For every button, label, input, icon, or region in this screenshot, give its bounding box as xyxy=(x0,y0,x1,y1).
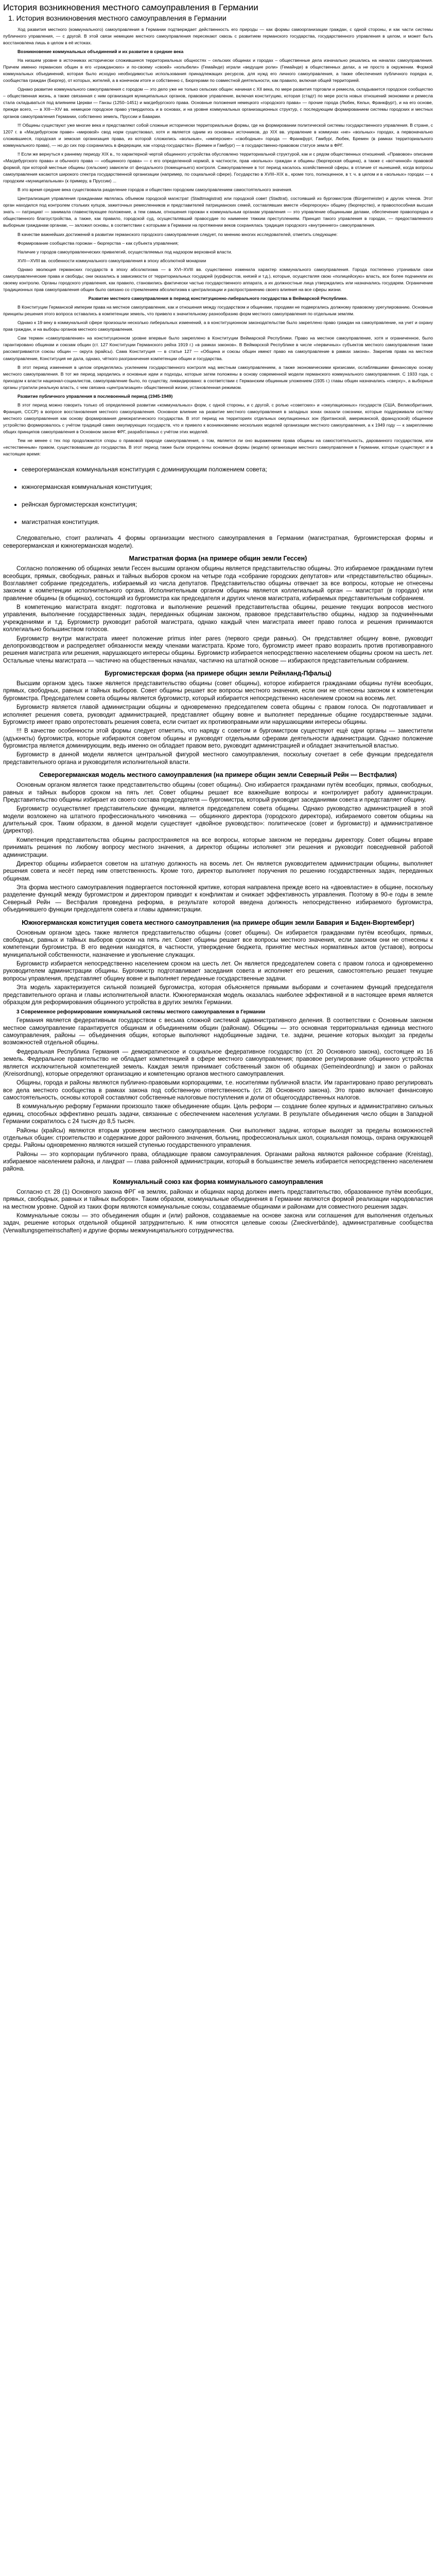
paragraph: XVII—XVIII вв. особенности коммунального самоуправления в эпоху абсолютной монархии xyxy=(18,258,206,263)
paragraph: В качестве важнейших достижений в развитии германского городского самоуправления следует, по мнению многих исследователей, отметить следующее: xyxy=(18,231,338,237)
list-item: • магистратная конституция. xyxy=(22,517,289,527)
paragraph: Однако к 19 веку в коммунальной сфере произошли несколько либеральных изменений, а в конституционном законодательстве было закреплено право граждан на самоуправление, на учет и охрану прав граждан, и на выборы органов местного самоуправления. xyxy=(3,320,433,332)
paragraph: Однако развитие коммунального самоуправления с городом — это дело уже не только сельских общин: начиная с XII века, по мере развития торговли и ремесла, складывается городское сообщество – общественная жизнь, а также связанная с ним организация муниципальных органов, правовое управление, включая конституцию, которая (стадт) по мере роста новых отношений экономики и ремесла стала складываться под влиянием Церкви — Ганзы (1250–1451) и магдебургского права. Основные положения немецкого «городского права» — прочие города (Любек, Кельн, Франкфурт), и на его основе, прежде всего, — в XIII—XIV вв. немецкое городское право утвердилось и в основах, и на уровне коммунальных организационных структур, с последующим формированием системы городских и местных органов самоуправления Германии, собственно земель, Пруссии и Баварии. xyxy=(3,87,433,119)
section-heading: Развитие публичного управления в послевоенный период (1945-1949) xyxy=(18,393,173,399)
paragraph: Районы — это корпорации публичного права, обладающие правом самоуправления. Органами района являются районное собрание (Kreistag), избираемое населением района, и ландрат — глава районной администрации, который в большинстве земель избирается непосредственно населением района. xyxy=(3,1150,433,1173)
paragraph: Районы (крайсы) являются вторым уровнем местного самоуправления. Они выполняют задачи, которые выходят за пределы возможностей отдельных общин: строительство и содержание дорог районного значения, больниц, профессиональных школ, социальная помощь, охрана окружающей среды. Районы одновременно являются низшей ступенью государственного управления. xyxy=(3,1127,433,1149)
paragraph: Согласно положению об общинах земли Гессен высшим органом общины является представительство общины. Это избираемое гражданами путем всеобщих, прямых, свободных, равных и тайных выборов сроком на четыре года «собрание городских депутатов» или «представительство общины». Возглавляет собрание председатель, избираемый из числа депутатов. Представительство общины отвечает за все вопросы, которые не отнесены законом к компетенции исполнительного органа. Исполнительным органом общины является коллегиальный орган — магистрат (в городах) или правление общины (в общинах), состоящий из бургомистра как председателя и других членов магистрата, избираемых представительным собранием. xyxy=(3,565,433,602)
paragraph: Тем не менее с тех пор продолжаются споры о правовой природе самоуправления, о том, является ли оно выражением права общины на самостоятельность, дарованного государством, или «естественным» правом, существовавшим до государства. В этот период также были определены основные формы (модели) организации местного самоуправления в Германии, которые существуют и в настоящее время: xyxy=(3,438,433,457)
list-item: • рейнская бургомистерская конституция; xyxy=(22,500,289,509)
paragraph: В это время средние века существовала разделение городов и обществен городским самоуправлением самостоятельного значения. xyxy=(18,187,292,193)
section-heading: Возникновение коммунальных объединений и их развитие в средние века xyxy=(18,48,184,54)
paragraph: Федеральная Республика Германия — демократическое и социальное федеративное государство (ст. 20 Основного закона), состоящее из 16 земель. Федеральное правительство не обладает компетенцией в сфере местного самоуправления; правовое регулирование общинного устройства является исключительной компетенцией земель. Каждая земля принимает собственный закон об общинах (Gemeindeordnung) и закон о районах (Kreisordnung), которые определяют организацию и компетенцию органов местного самоуправления. xyxy=(3,1048,433,1077)
paragraph: Сам термин «самоуправление» на конституционном уровне впервые было закреплено в Конституции Веймарской Республики. Право на местное самоуправление, хотя и ограниченное, было гарантировано общинам и союзам общин (ст. 127 Конституции Германского рейха 1919 г.) «в рамках законов». В Веймарской Республике в числе «первичных» субъектов местного самоуправления также рассматриваются союзы общин — округа (крайсы). Сама Конституция — в статье 127 — «Община и союзы общин имеют право на самоуправление в рамках закона». Закрепив права на местное самоуправление, Конституция не дала, однако, чёткого разграничения компетенции общин и государства. xyxy=(3,335,433,361)
section-heading: Бургомистерская форма (на примере общин земли Рейнланд-Пфальц) xyxy=(104,670,332,677)
paragraph: В этот период изменения в целом определялись усилением государственного контроля над местным самоуправлением, а также экономическими кризисами, ослаблявшими финансовую основу местного самоуправления. В тот же период зародились и основные идеи и подходы, которые затем положены в основу современной модели германского коммунального самоуправления. С 1933 года, с приходом к власти национал-социалистов, самоуправление было, по существу, ликвидировано: в соответствии с Германским общинным уложением (1935 г.) главы общин назначались «сверху», а выборные органы утратили реальную власть, с чем связана «централизация» общественной жизни, установленная режимом. xyxy=(3,364,433,390)
paragraph: В коммунальную реформу Германии произошло также объединение общин. Цель реформ — создание более крупных и административно сильных единиц, способных эффективно решать задачи, связанные с обеспечением населения услугами. В результате объединения число общин в Западной Германии сократилось с 24 тысяч до 8,5 тысяч. xyxy=(3,1103,433,1125)
paragraph: !! Если же вернуться к раннему периоду XIX в., то характерной чертой общинного устройства обусловлено территориальной структурой, как и с рядом общественных отношений. «Правовое» описание «Магдебургского права» и обычного права — «общинного права» — с его определенной нормой, в частности, прав «вольных» граждан и общины (бюргерская община), а также с «вотчинной» правовой формой, при которой местные общины (сельские) зависели от феодального (помещичьего) контроля. Самоуправление в тот период касалось хозяйственной сферы, в отличие от нынешней, когда вопросы самоуправления касаются широкого спектра государственной организации (например, по социальной сфере). Государство в XVIII–XIX в., кроме того, полноценное, в т. ч. в целом и в «вольных» городах — к городским «муниципальным» (к примеру, в Пруссии) ... xyxy=(3,151,433,184)
page-title: История возникновения местного самоуправления в Германии xyxy=(3,3,258,12)
paragraph: Компетенция представительства общины распространяется на все вопросы, которые законом не переданы директору. Совет общины вправе принимать решения по любому вопросу местного значения, а директор общины исполняет эти решения и руководит повседневной работой администрации. xyxy=(3,836,433,858)
paragraph: Директор общины избирается советом на штатную должность на восемь лет. Он является руководителем администрации общины, выполняет решения совета и несёт перед ним ответственность. Кроме того, директор выполняет поручения по решению государственных задач, переданных общинам. xyxy=(3,860,433,882)
main-text-block xyxy=(3,535,433,1234)
document-page xyxy=(0,0,436,1234)
paragraph: Эта форма местного самоуправления подвергается постоянной критике, которая направлена прежде всего на «двоевластие» в общине, поскольку разделение функций между бургомистром и директором приводит к конфликтам и снижает эффективность управления. Поэтому в 90-е годы в земле Северный Рейн — Вестфалия проведена реформа, в результате которой введена должность непосредственно избираемого бургомистра, объединившего функции председателя совета и главы администрации. xyxy=(3,884,433,913)
paragraph: Следовательно, стоит различать 4 формы организации местного самоуправления в Германии (магистратная, бургомистерская формы и северогерманская и южногерманская модели). xyxy=(3,535,433,549)
paragraph: Ход развития местного (коммунального) самоуправления в Германии подтверждает действенность его природы — как формы самоорганизации граждан, с одной стороны, и как части системы публичного управления, — с другой. В этой связи немецкие местного самоуправления пересекают сквозь с развитием германского государства, государственного управления в целом, и может быть восстановлена лишь в целом в её истоках. xyxy=(3,26,433,45)
paragraph: Бургомистр является главой администрации общины и одновременно председателем совета общины с правом голоса. Он подготавливает и исполняет решения совета, руководит администрацией, представляет общину вовне и выполняет переданные общине государственные задачи. Бургомистр имеет право опротестовать решения совета, если считает их противоправными или нарушающими интересы общины. xyxy=(3,704,433,725)
paragraph: На низшем уровне в источниках исторически сложившиеся территориальных общностях – сельских общинах и городах – общественные дела изначально решались на началах самоуправления. Причем именно германских общин в его «гражданских» и по-своему «своей» «колыбели» (Гемайнде) играли «ведущие роли» (Гемайнде) в общественных делах, а не просто в окружении. Формой коммунальных объединений, которая было исходно необходимостью использования принадлежащих ресурсов, для нужд его личного самоуправления, а также обеспечения публичного порядка и, сообщества граждан (Бюргер), от которых, жителей, а в конечном итоге и собственно с, Бюргерами по совместной деятельности, как правило, включая общей территорией. xyxy=(3,58,433,83)
paragraph: Бургомистр избирается непосредственно населением сроком на шесть лет. Он является председателем совета с правом голоса и одновременно руководителем администрации общины. Бургомистр подготавливает заседания совета и исполняет его решения, самостоятельно решает текущие вопросы управления, представляет общину вовне и выполняет переданные государственные задачи. xyxy=(3,960,433,982)
section-heading: Коммунальный союз как форма коммунального самоуправления xyxy=(113,1178,323,1185)
section-subtitle: 1. История возникновения местного самоуправления в Германии xyxy=(8,14,226,23)
paragraph: Общины, города и районы являются публично-правовыми корпорациями, т.е. носителями публичной власти. Им гарантировано право регулировать все дела местного сообщества в рамках закона под собственную ответственность (ст. 28 Основного закона). Это право включает финансовую самостоятельность, основы которой составляют собственные налоговые поступления и доли от общегосударственных налогов. xyxy=(3,1079,433,1101)
section-heading: Развитие местного самоуправления в период конституционно-либерального государства в Веймарской Республике. xyxy=(88,296,348,301)
paragraph: Однако эволюция германских государств в эпоху абсолютизма — в XVI–XVIII вв. существенно изменила характер коммунального самоуправления. Города постепенно утрачивали свои самоуправленческие права и свободы; они оказались в зависимости от территориальных государей (курфюрстов, князей и т.д.), которые, осуществляя свою «полицейскую» власть, все более подчиняли их своему контролю. Органы городского управления, как правило, становились фактически частью государственного аппарата, а их должностные лица утверждались или назначались государем. Ограничение традиционных прав самоуправления общин было связано со стремлением абсолютизма к централизации и распространению своего влияния на все сферы жизни. xyxy=(3,266,433,292)
paragraph: Формирование сообщества горожан – бюргерства – как субъекта управления; xyxy=(18,240,179,246)
section-heading: Южногерманская конституция совета местного самоуправления (на примере общин земли Бавария и Баден-Вюртемберг) xyxy=(22,919,414,926)
section-heading: Северогерманская модель местного самоуправления (на примере общин земли Северный Рейн — Вестфалия) xyxy=(39,771,397,779)
paragraph: Бургомистр осуществляет представительские функции, является председателем совета общины. Однако руководство администрацией в этой модели возложено на штатного профессионального чиновника — общинного директора (городского директора), избираемого советом общины на длительный срок. Таким образом, в данной модели существует «двойное руководство»: политическое (совет и бургомистр) и административное (директор). xyxy=(3,805,433,835)
paragraph: !!! В качестве особенности этой формы следует отметить, что наряду с советом и бургомистром существуют ещё одни органы — заместители (адъюнкты) бургомистра, которые избираются советом общины и руководят отдельными сферами деятельности администрации. Однако положение бургомистра является доминирующим, ведь именно он обладает правом вето, руководит администрацией и обладает значительной властью. xyxy=(3,727,433,749)
paragraph: Основным органом здесь также является представительство общины (совет общины). Он избирается гражданами путём всеобщих, прямых, свободных, равных и тайных выборов сроком на пять лет. Совет общины решает все вопросы местного значения, если законом они не отнесены к компетенции бургомистра. В его ведении находятся, в частности, утверждение бюджета, принятие местных нормативных актов (уставов), вопросы муниципальной собственности, назначение и увольнение служащих. xyxy=(3,929,433,958)
scanned-text-block xyxy=(3,26,433,458)
paragraph: Эта модель характеризуется сильной позицией бургомистра, которая объясняется прямыми выборами и сочетанием функций председателя представительного органа и главы исполнительной власти. Южногерманская модель оказалась наиболее эффективной и в настоящее время является образцом для реформирования общинного устройства в других землях Германии. xyxy=(3,984,433,1006)
list-item: • северогерманская коммунальная конституция с доминирующим положением совета; xyxy=(22,465,289,474)
subsection-heading: 3 Современное реформирование коммунальной системы местного самоуправления в Германии xyxy=(16,1009,266,1015)
paragraph: Бургомистр в данной модели является центральной фигурой местного самоуправления, поскольку сочетает в себе функции председателя представительного органа и руководителя исполнительной власти. xyxy=(3,751,433,766)
paragraph: В Конституции Германской империи права на местное самоуправление, как и отношения между государством и общинами, городами не подвергались должному правовому урегулированию. Основные принципы решения этого вопроса оставались в компетенции земель, что привело к значительному разнообразию форм местного самоуправления по отдельным землям. xyxy=(3,304,433,317)
paragraph: В этот период можно говорить только об определенной развитии «коммунальных» форм, с одной стороны, и с другой, с ролью «советских» и «оккупационных» государств (США, Великобритания, Франция, СССР) в вопросе восстановления местного самоуправления. Основное влияние на развитие местного самоуправления в западных зонах оказали союзники, которые поддерживали систему местного самоуправления как основу формирования демократического государства. В этот период на территориях отдельных оккупационных зон (британской, американской, французской) общинное устройство формировалось с учётом традиций самих оккупирующих государств, что и привело к возникновению нескольких моделей организации местного самоуправления, а к 1949 году — к закреплению общих принципов самоуправления в Основном законе ФРГ, разработанных с учётом этих моделей. xyxy=(3,402,433,435)
paragraph: Основным органом является также представительство общины (совет общины). Оно избирается гражданами путём всеобщих, прямых, свободных, равных и тайных выборов сроком на пять лет. Совет общины решает все важнейшие вопросы и контролирует работу администрации. Представительство общины избирает из своего состава председателя — бургомистра, который руководит заседаниями совета и представляет общину. xyxy=(3,782,433,803)
paragraph: Централизация управления гражданами являлась объемом городской магистрат (Stadtmagistrat) или городской совет (Stadtrat), состоявший из бургомистров (Bürgermeister) и других членов. Этот орган находился под контролем стольких купцов, зажиточных ремесленников и представителей патрицианских семей, составлявших вместе «бюргерскую» общину (бюргерство), и правоспособная высшая знать — патрициат — занимала главенствующее положение, а тем самым, отношения горожан к коммунальным органам управления — это управление общинными делами, обеспечение правопорядка и общественного благоустройства, а также, как правило, городской суд, осуществлявший правосудие по наименее тяжким преступлениям. Принцип такого управления в городах, — предоставленного выборным гражданам органам, — заложил основы, в соответствии с которыми в Германии на протяжении веков сохранялась традиция городского «внутреннего» самоуправления. xyxy=(3,196,433,228)
paragraph: !!! Общины существуют уже многие века и представляют собой сложные исторически территориальные формы, где на формировании политической системы государственного управления. В стране, с 1207 г. в «Магдебургском праве» «мировой» свод норм существовал, хотя и является одним из основных источников, до XIX вв. управление в коммунах «не» «вольных» городах, а первоначально сложившиеся, городская и земская организация права, из которой сложились «вольные», «имперские» «свободные» города — Франкфурт, Гамбург, Любек, Бремен (в рамках территориального коммунального права), — но до сих пор сохранились в федерации, как «город-государство» (Бремен и Гамбург) — в государственно-правовом статусе земли в ФРГ. xyxy=(3,122,433,148)
paragraph: Наличие у городов самоуправленческих привилегий, осуществляемых под надзором верховной власти. xyxy=(18,249,232,255)
paragraph: В компетенцию магистрата входят: подготовка и выполнение решений представительства общины, решение текущих вопросов местного управления, выполнение государственных задач, переданных общинам законом, правовое представительство общины, надзор за подчинёнными учреждениями и т.д. Бургомистр руководит работой магистрата, однако каждый член магистрата имеет право голоса и решения принимаются коллегиально большинством голосов. xyxy=(3,604,433,633)
paragraph: Бургомистр внутри магистрата имеет положение primus inter pares (первого среди равных). Он представляет общину вовне, руководит делопроизводством и распределяет обязанности между членами магистрата. Кроме того, бургомистр имеет право возразить против противоправного решения магистрата или решения, нарушающего интересы общины. Бургомистр избирается непосредственно населением общины сроком на шесть лет. Остальные члены магистрата — частично на общественных началах, частично на штатной основе — избираются представительным собранием. xyxy=(3,635,433,664)
paragraph: Согласно ст. 28 (1) Основного закона ФРГ «в землях, районах и общинах народ должен иметь представительство, образованное путём всеобщих, прямых, свободных, равных и тайных выборов». Таким образом, коммунальные объединения в Германии являются формой реализации народовластия на местном уровне. Одной из таких форм являются коммунальные союзы, создаваемые общинами и районами для совместного решения задач. xyxy=(3,1188,433,1210)
paragraph: Коммунальные союзы — это объединения общин и (или) районов, создаваемые на основе закона или соглашения для выполнения отдельных задач, решение которых отдельной общиной затруднительно. К ним относятся целевые союзы (Zweckverbände), административные сообщества (Verwaltungsgemeinschaften) и другие формы межмуниципального сотрудничества. xyxy=(3,1212,433,1234)
forms-list xyxy=(3,465,433,527)
paragraph: Германия является федеративным государством с весьма сложной системой административного деления. В соответствии с Основным законом местное самоуправление гарантируется общинам и объединениям общин (районам). Общины — это основная территориальная единица местного самоуправления, районы — объединения общин, которые выполняют надобщинные задачи, т.е. задачи, решение которых выходит за пределы возможностей отдельной общины. xyxy=(3,1017,433,1046)
section-heading: Магистратная форма (на примере общин земли Гессен) xyxy=(129,555,307,563)
paragraph: Высшим органом здесь также является представительство общины (совет общины), которое избирается гражданами общины путём всеобщих, прямых, свободных, равных и тайных выборов. Совет общины решает все вопросы местного значения, если они не отнесены законом к компетенции бургомистра. Председателем совета общины является бургомистр, который избирается непосредственно населением сроком на восемь лет. xyxy=(3,680,433,702)
list-item: • южногерманская коммунальная конституция; xyxy=(22,482,289,492)
